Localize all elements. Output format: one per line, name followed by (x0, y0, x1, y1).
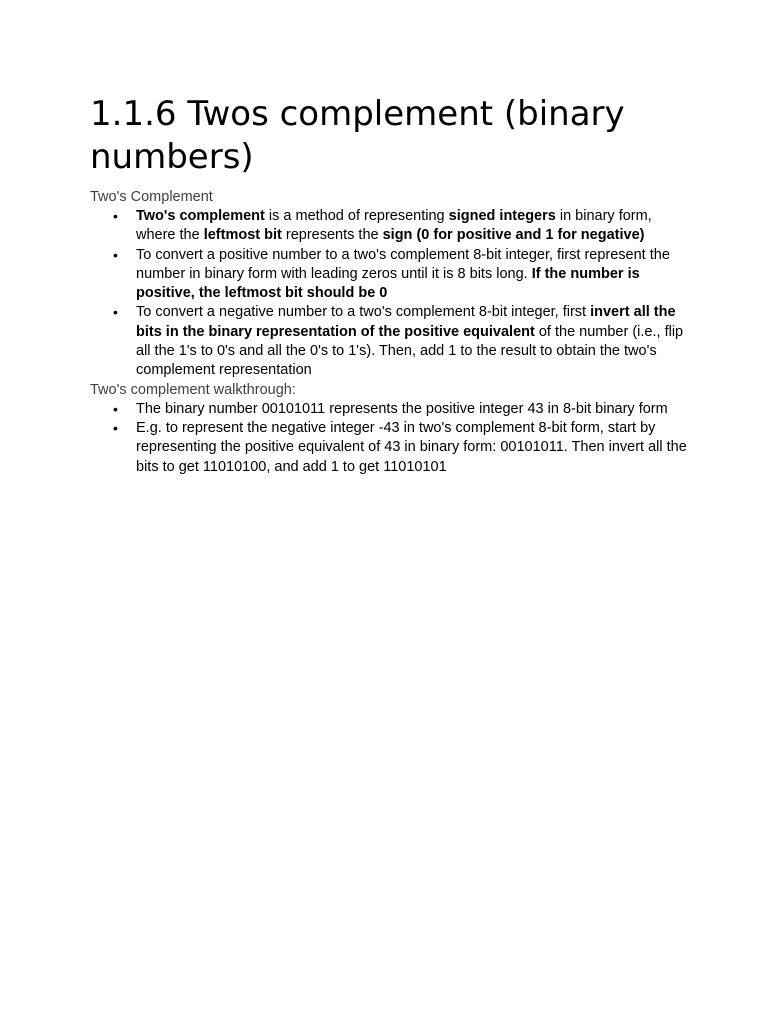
bold-text-run: sign (0 for positive and 1 for negative) (382, 227, 645, 244)
list-item (113, 207, 690, 246)
bold-text-run: If the number is positive, the leftmost bit should be 0 (136, 265, 640, 302)
bold-text-run: signed integers (448, 208, 556, 224)
bullet-list (90, 400, 690, 477)
list-item (113, 303, 690, 380)
text-run: To convert a positive number to a two's complement 8-bit integer, first represent the number in binary form with leading zeros until it is 8 bits long. (136, 246, 670, 282)
list-item (113, 400, 690, 419)
document-body (90, 188, 690, 477)
bullet-dot-icon: • (113, 208, 118, 224)
bullet-dot-icon: • (113, 419, 118, 436)
text-run: The binary number 00101011 represents the positive integer 43 in 8-bit binary form (136, 400, 668, 417)
text-run: of the number (i.e., flip all the 1's to 0's and all the 0's to 1's). Then, add 1 to the result to obtain the two's complement representation (136, 323, 684, 379)
document-page (90, 93, 690, 477)
list-item (113, 246, 690, 304)
text-run: To convert a negative number to a two's complement 8-bit integer, first (136, 304, 591, 321)
bullet-dot-icon: • (113, 304, 118, 321)
bullet-dot-icon: • (113, 400, 118, 417)
bullet-list (90, 207, 690, 381)
bold-text-run: leftmost bit (203, 227, 282, 244)
bold-text-run: invert all the bits in the binary representation of the positive equivalent (136, 304, 676, 340)
section-heading: Two's Complement (90, 189, 213, 205)
text-run: represents the (281, 227, 383, 244)
text-run: is a method of representing (264, 208, 449, 224)
document-title: 1.1.6 Twos complement (binary numbers) (90, 94, 625, 177)
bold-text-run: Two's complement (136, 208, 265, 224)
text-run: in binary form, where the (136, 208, 652, 244)
section-heading: Two's complement walkthrough: (90, 381, 296, 398)
list-item (113, 419, 690, 477)
text-run: E.g. to represent the negative integer -43 in two's complement 8-bit form, start by representing the positive equivalent of 43 in binary form: 00101011. Then invert all the bits to get 11010100, and add 1 to get 11010101 (136, 419, 687, 475)
bullet-dot-icon: • (113, 246, 118, 263)
